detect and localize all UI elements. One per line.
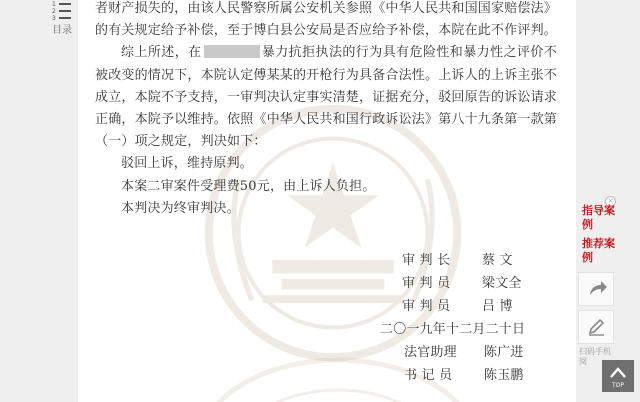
paragraph-conclusion — [95, 42, 557, 153]
back-to-top-button[interactable] — [602, 360, 634, 392]
signature-name: 蔡 文 — [482, 253, 513, 268]
signature-name: 陈玉鹏 — [484, 368, 524, 383]
toc-icon-num-2: 2 — [52, 8, 56, 15]
signature-role: 审 判 员 — [402, 299, 451, 314]
judgment-text — [95, 0, 557, 220]
qr-code-label[interactable]: 扫码手机阅 — [579, 347, 611, 366]
toc-label[interactable]: 目录 — [52, 25, 72, 36]
signature-role: 审 判 员 — [402, 276, 451, 291]
guide-cases-link[interactable]: 指导案例 — [582, 204, 615, 231]
signature-name: 陈广进 — [484, 345, 524, 360]
toc-icon-num-3: 3 — [52, 15, 56, 22]
signature-role: 书 记 员 — [404, 368, 453, 383]
document-page — [78, 0, 576, 402]
paragraph-compensation: 者财产损失的，由该人民警察所属公安机关参照《中华人民共和国国家赔偿法》的有关规定给予补偿，至于博白县公安局是否应给予补偿，本院在此不作评判。 — [95, 1, 558, 39]
signature-name: 梁文全 — [482, 276, 522, 291]
paragraph-conclusion-body: 暴力抗拒执法的行为具有危险性和暴力性之评价不被改变的情况下，本院认定傅某某的开枪行为具备合法性。上诉人的上诉主张不成立，本院不予支持，一审判决认定事实清楚，证据充分，驳回原告的诉讼请求正确，本院予以维持。依照《中华人民共和国行政诉讼法》第八十九条第一款第（一）项之规定，判决如下： — [95, 45, 558, 150]
edit-icon — [579, 311, 613, 343]
floating-sidebar — [576, 0, 640, 402]
back-to-top-label: TOP — [611, 382, 624, 389]
final-judgment-text: 本判决为终审判决。 — [121, 200, 240, 216]
share-icon — [579, 273, 613, 305]
toc-panel — [0, 0, 78, 402]
judgment-date: 二〇一九年十二月二十日 — [380, 322, 526, 337]
edit-button[interactable] — [578, 310, 614, 344]
paragraph-conclusion-lead: 综上所述，在 — [121, 45, 202, 61]
ruling-text: 驳回上诉，维持原判。 — [121, 156, 254, 172]
close-icon[interactable]: × — [605, 196, 616, 207]
recommended-cases-link[interactable]: 推荐案例 — [582, 237, 615, 264]
signature-role: 法官助理 — [404, 345, 457, 360]
share-button[interactable] — [578, 272, 614, 306]
arrow-up-icon — [602, 360, 634, 384]
signature-role: 审 判 长 — [402, 253, 451, 268]
toc-icon-num-1: 1 — [52, 1, 56, 8]
signature-name: 吕 博 — [482, 299, 513, 314]
redacted-name — [204, 45, 260, 58]
fee-text: 本案二审案件受理费50元，由上诉人负担。 — [121, 178, 376, 194]
